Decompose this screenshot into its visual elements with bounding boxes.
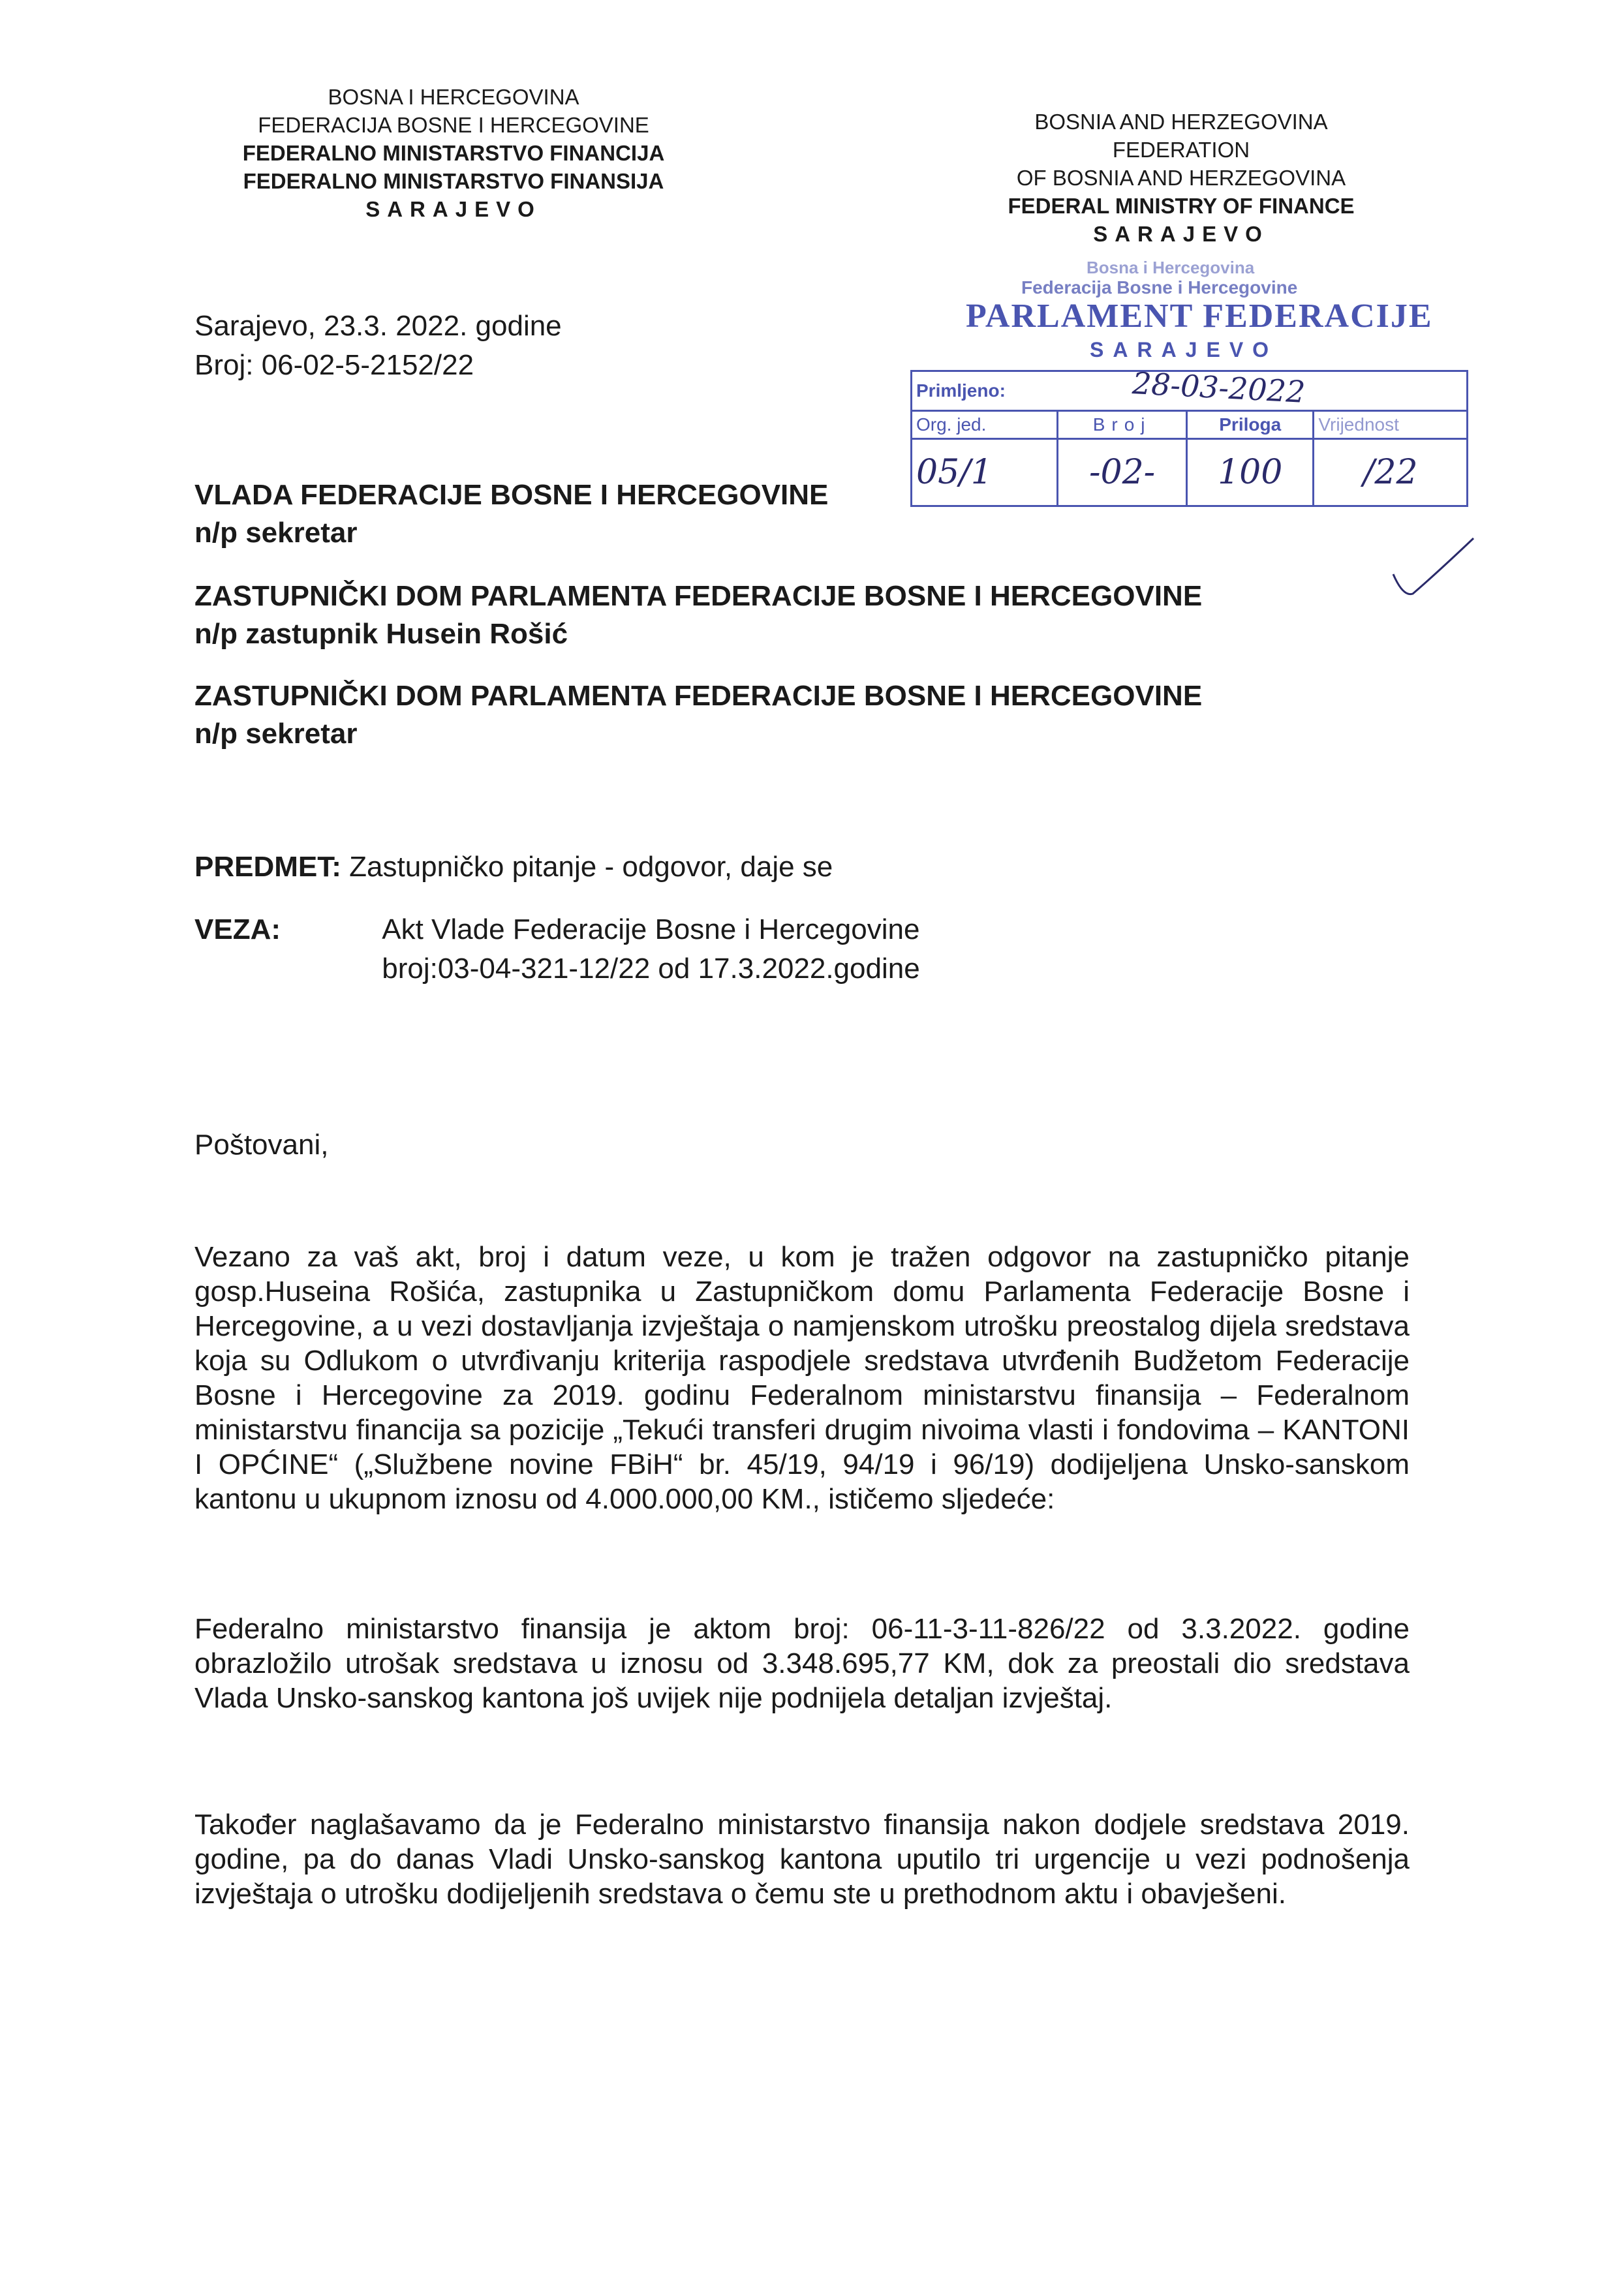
greeting: Poštovani, bbox=[194, 1129, 329, 1161]
stamp-col-org: Org. jed. bbox=[912, 411, 1058, 439]
recipient-1 bbox=[194, 476, 828, 552]
letterhead-federation-en: FEDERATION bbox=[1112, 138, 1250, 162]
letterhead-ministry-hr: FEDERALNO MINISTARSTVO FINANCIJA bbox=[242, 141, 665, 165]
letterhead-city-en: SARAJEVO bbox=[1093, 222, 1269, 246]
stamp-val-vrijednost: /22 bbox=[1314, 439, 1468, 506]
reference-label: VEZA: bbox=[194, 913, 281, 945]
recipient-name: VLADA FEDERACIJE BOSNE I HERCEGOVINE bbox=[194, 479, 829, 511]
letterhead-ministry-en: FEDERAL MINISTRY OF FINANCE bbox=[1008, 194, 1355, 218]
stamp-col-prilog: Priloga bbox=[1187, 411, 1314, 439]
recipient-name: ZASTUPNIČKI DOM PARLAMENTA FEDERACIJE BOSNE I HERCEGOVINE bbox=[194, 680, 1203, 712]
stamp-title: PARLAMENT FEDERACIJE bbox=[966, 298, 1433, 335]
body-paragraph: Također naglašavamo da je Federalno ministarstvo finansija nakon dodjele sredstava 2019. godine, pa do danas Vladi Unsko-sanskog kantona uputilo tri urgencije u vezi podnošenja izvještaja o utrošku dodijeljenih sredstava o čemu ste u prethodnom aktu i obavješeni. bbox=[194, 1809, 1410, 1910]
letterhead-country-en: BOSNIA AND HERZEGOVINA bbox=[1034, 110, 1328, 134]
reception-stamp bbox=[904, 258, 1472, 532]
stamp-val-prilog: 100 bbox=[1187, 439, 1314, 506]
letterhead-bosnian bbox=[196, 83, 711, 223]
recipient-3 bbox=[194, 677, 1202, 753]
date-and-number bbox=[194, 307, 562, 385]
recipient-attn: n/p zastupnik Husein Rošić bbox=[194, 618, 568, 650]
place-date: Sarajevo, 23.3. 2022. godine bbox=[194, 310, 562, 342]
stamp-line-1: Bosna i Hercegovina bbox=[1087, 258, 1255, 277]
document-number: Broj: 06-02-5-2152/22 bbox=[194, 349, 474, 381]
reference-block bbox=[194, 910, 920, 988]
recipient-2 bbox=[194, 577, 1202, 653]
subject-line bbox=[194, 848, 833, 886]
letterhead-english bbox=[972, 108, 1390, 248]
body-paragraph: Vezano za vaš akt, broj i datum veze, u kom je tražen odgovor na zastupničko pitanje gosp.Huseina Rošića, zastupnika u Zastupničkom domu Parlamenta Federacije Bosne i Hercegovine, a u vezi dostavljanja izvještaja o namjenskom utrošku preostalog dijela sredstava koja su Odlukom o utvrđivanju kriterija raspodjele sredstava utvrđenih Budžetom Federacije Bosne i Hercegovine za 2019. godinu Federalnom ministarstvu finansija – Federalnom ministarstvu financija sa pozicije „Tekući transferi drugim nivoima vlasti i fondovima – KANTONI I OPĆINE“ („Službene novine FBiH“ br. 45/19, 94/19 i 96/19) dodijeljena Unsko-sanskom kantonu u ukupnom iznosu od 4.000.000,00 KM., ističemo sljedeće: bbox=[194, 1241, 1410, 1515]
reference-text bbox=[382, 910, 919, 988]
stamp-val-org: 05/1 bbox=[912, 439, 1058, 506]
checkmark-icon bbox=[1390, 535, 1475, 607]
stamp-city: SARAJEVO bbox=[1090, 338, 1278, 361]
stamp-received-date: 28-03-2022 bbox=[1131, 365, 1306, 410]
letterhead-country: BOSNA I HERCEGOVINA bbox=[328, 85, 579, 109]
letterhead-city: SARAJEVO bbox=[365, 197, 542, 221]
stamp-col-vrijednost: Vrijednost bbox=[1314, 411, 1468, 439]
letterhead-federation-en-2: OF BOSNIA AND HERZEGOVINA bbox=[1016, 166, 1346, 190]
body-paragraph: Federalno ministarstvo finansija je aktom broj: 06-11-3-11-826/22 od 3.3.2022. godine obrazložilo utrošak sredstava u iznosu od 3.348.695,77 KM, dok za preostali dio sredstava Vlada Unsko-sanskog kantona još uvijek nije podnijela detaljan izvještaj. bbox=[194, 1613, 1410, 1714]
stamp-line-2: Federacija Bosne i Hercegovine bbox=[1021, 277, 1298, 298]
stamp-col-broj: Broj bbox=[1058, 411, 1187, 439]
recipient-name: ZASTUPNIČKI DOM PARLAMENTA FEDERACIJE BOSNE I HERCEGOVINE bbox=[194, 580, 1203, 612]
letterhead-ministry-bs: FEDERALNO MINISTARSTVO FINANSIJA bbox=[243, 169, 664, 193]
reference-line-2: broj:03-04-321-12/22 od 17.3.2022.godine bbox=[382, 953, 920, 985]
subject-text: Zastupničko pitanje - odgovor, daje se bbox=[349, 851, 833, 883]
recipient-attn: n/p sekretar bbox=[194, 718, 358, 750]
letterhead-federation: FEDERACIJA BOSNE I HERCEGOVINE bbox=[258, 113, 649, 137]
subject-label: PREDMET: bbox=[194, 851, 341, 883]
stamp-received-label: Primljeno: bbox=[912, 371, 1468, 411]
reference-line-1: Akt Vlade Federacije Bosne i Hercegovine bbox=[382, 913, 920, 945]
recipient-attn: n/p sekretar bbox=[194, 517, 358, 549]
stamp-val-broj: -02- bbox=[1058, 439, 1187, 506]
